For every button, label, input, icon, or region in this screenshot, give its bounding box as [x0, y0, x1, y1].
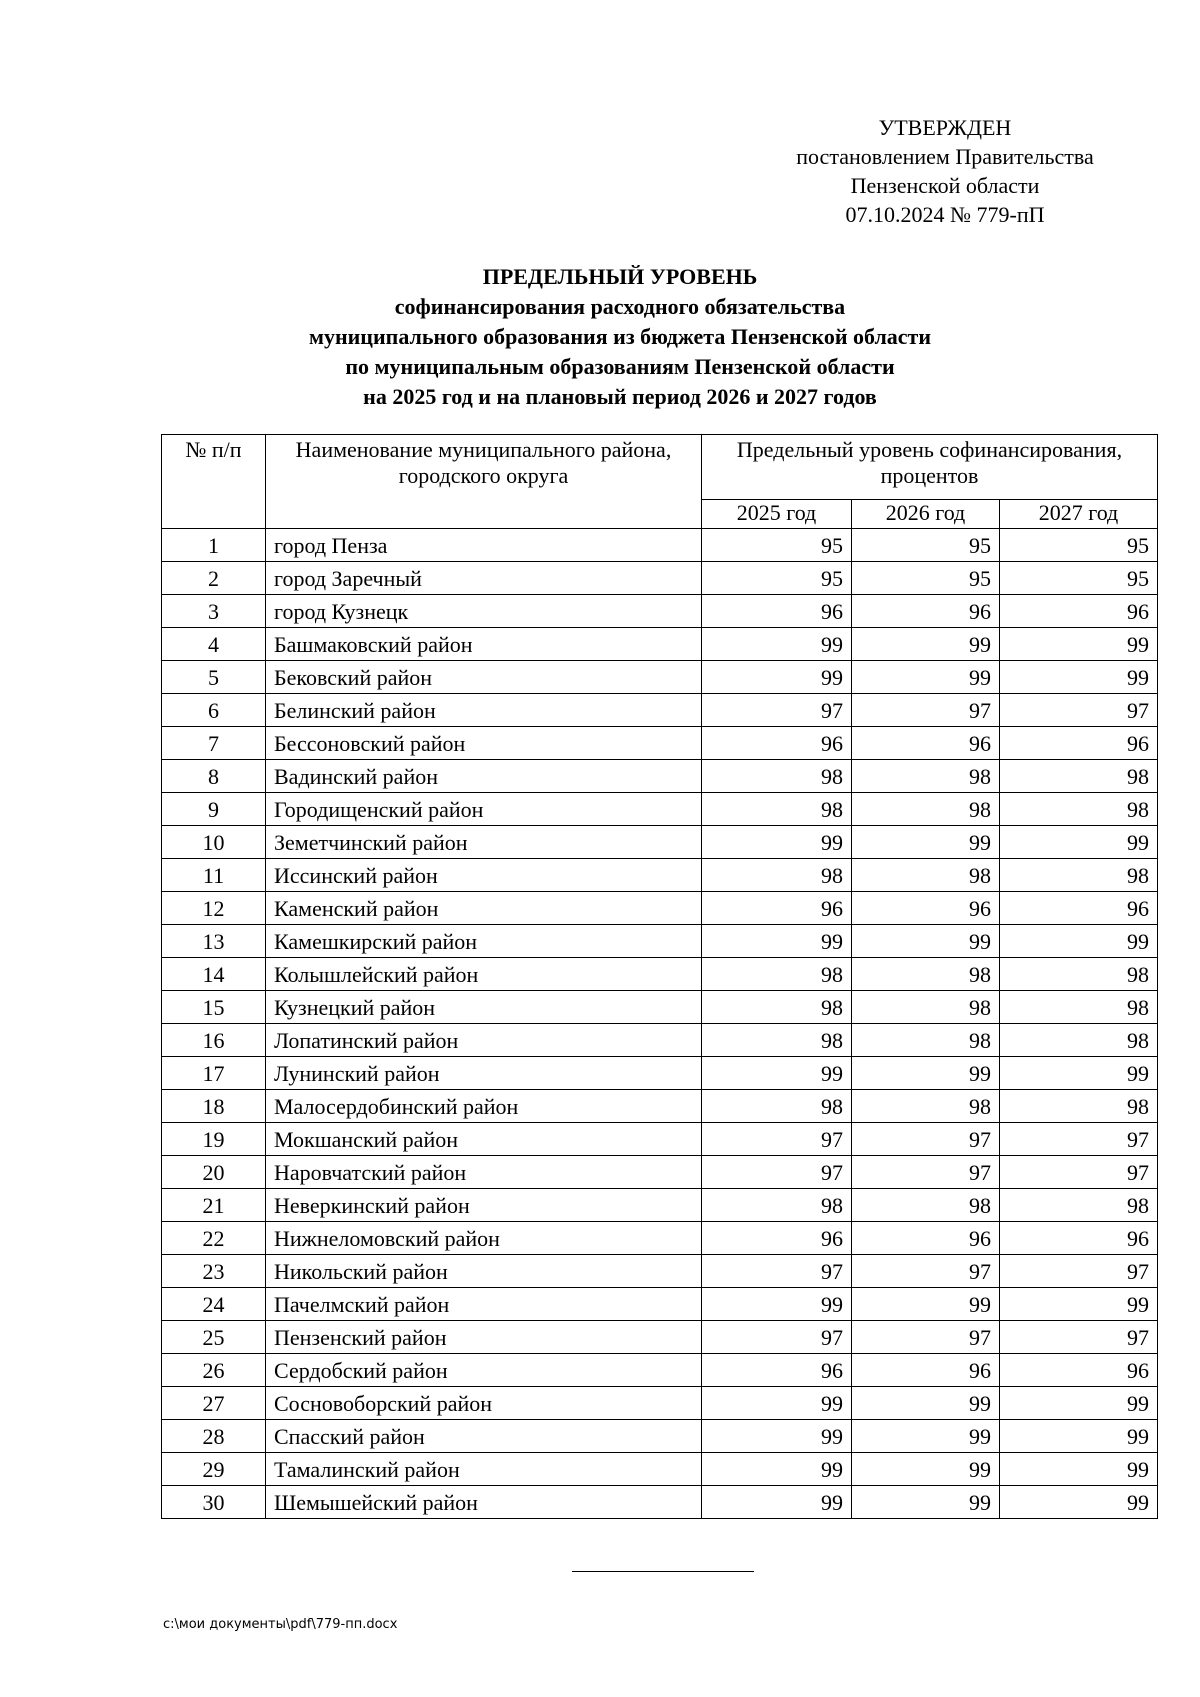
table-row [162, 1354, 1158, 1387]
value-2025-cell: 98 [702, 793, 852, 826]
municipality-name-cell: город Кузнецк [266, 595, 702, 628]
row-number-cell: 10 [162, 826, 266, 859]
title-line: муниципального образования из бюджета Пензенской области [308, 324, 932, 349]
row-number-cell: 16 [162, 1024, 266, 1057]
row-number-cell: 7 [162, 727, 266, 760]
municipality-name-cell: Белинский район [266, 694, 702, 727]
municipality-name-cell: Нижнеломовский район [266, 1222, 702, 1255]
value-2027-cell: 98 [1000, 1189, 1158, 1222]
closing-rule [572, 1571, 754, 1572]
value-2026-cell: 98 [852, 1024, 1000, 1057]
value-2025-cell: 97 [702, 1156, 852, 1189]
value-2026-cell: 96 [852, 892, 1000, 925]
value-2026-cell: 99 [852, 661, 1000, 694]
value-2026-cell: 98 [852, 991, 1000, 1024]
value-2027-cell: 97 [1000, 1321, 1158, 1354]
table-row [162, 1288, 1158, 1321]
value-2027-cell: 98 [1000, 760, 1158, 793]
title-line: софинансирования расходного обязательства [394, 294, 846, 319]
title-line: на 2025 год и на плановый период 2026 и 2027 годов [363, 384, 877, 409]
row-number-cell: 27 [162, 1387, 266, 1420]
value-2025-cell: 95 [702, 529, 852, 562]
row-number-cell: 21 [162, 1189, 266, 1222]
value-2026-cell: 98 [852, 958, 1000, 991]
municipality-name-cell: Кузнецкий район [266, 991, 702, 1024]
municipality-name-cell: Городищенский район [266, 793, 702, 826]
table-row [162, 727, 1158, 760]
table-row [162, 1387, 1158, 1420]
row-number-cell: 29 [162, 1453, 266, 1486]
table-row [162, 1420, 1158, 1453]
value-2025-cell: 96 [702, 595, 852, 628]
value-2026-cell: 97 [852, 694, 1000, 727]
value-2025-cell: 96 [702, 892, 852, 925]
value-2025-cell: 98 [702, 1090, 852, 1123]
table-row [162, 694, 1158, 727]
value-2025-cell: 99 [702, 1453, 852, 1486]
approval-date-number: 07.10.2024 № 779-пП [845, 202, 1045, 227]
table-row [162, 793, 1158, 826]
value-2026-cell: 99 [852, 1387, 1000, 1420]
row-number-cell: 19 [162, 1123, 266, 1156]
value-2025-cell: 96 [702, 727, 852, 760]
value-2026-cell: 95 [852, 529, 1000, 562]
value-2027-cell: 95 [1000, 529, 1158, 562]
value-2025-cell: 97 [702, 1255, 852, 1288]
approval-line: Пензенской области [850, 173, 1040, 198]
value-2027-cell: 99 [1000, 1486, 1158, 1519]
row-number-cell: 20 [162, 1156, 266, 1189]
table-row [162, 1123, 1158, 1156]
value-2025-cell: 95 [702, 562, 852, 595]
municipality-name-cell: Наровчатский район [266, 1156, 702, 1189]
municipality-name-cell: Бессоновский район [266, 727, 702, 760]
municipality-name-cell: Мокшанский район [266, 1123, 702, 1156]
table-row [162, 628, 1158, 661]
value-2025-cell: 97 [702, 694, 852, 727]
approval-heading: УТВЕРЖДЕН [878, 115, 1012, 140]
row-number-cell: 3 [162, 595, 266, 628]
value-2025-cell: 99 [702, 1057, 852, 1090]
value-2026-cell: 96 [852, 727, 1000, 760]
table-row [162, 562, 1158, 595]
value-2027-cell: 96 [1000, 1222, 1158, 1255]
row-number-cell: 5 [162, 661, 266, 694]
cofinancing-table [161, 434, 1158, 1519]
table-row [162, 661, 1158, 694]
value-2026-cell: 99 [852, 925, 1000, 958]
row-number-cell: 2 [162, 562, 266, 595]
value-2027-cell: 99 [1000, 1420, 1158, 1453]
municipality-name-cell: Колышлейский район [266, 958, 702, 991]
document-title [150, 262, 1090, 412]
value-2026-cell: 97 [852, 1156, 1000, 1189]
value-2027-cell: 97 [1000, 1255, 1158, 1288]
row-number-cell: 28 [162, 1420, 266, 1453]
approval-line: постановлением Правительства [796, 144, 1094, 169]
value-2026-cell: 99 [852, 1288, 1000, 1321]
municipality-name-cell: Спасский район [266, 1420, 702, 1453]
municipality-name-cell: Иссинский район [266, 859, 702, 892]
table-row [162, 1057, 1158, 1090]
value-2025-cell: 97 [702, 1321, 852, 1354]
value-2027-cell: 98 [1000, 991, 1158, 1024]
value-2025-cell: 98 [702, 760, 852, 793]
municipality-name-cell: Сердобский район [266, 1354, 702, 1387]
municipality-name-cell: Тамалинский район [266, 1453, 702, 1486]
value-2027-cell: 96 [1000, 727, 1158, 760]
row-number-cell: 25 [162, 1321, 266, 1354]
value-2025-cell: 99 [702, 661, 852, 694]
value-2027-cell: 98 [1000, 1024, 1158, 1057]
value-2026-cell: 97 [852, 1321, 1000, 1354]
value-2025-cell: 98 [702, 1189, 852, 1222]
row-number-cell: 14 [162, 958, 266, 991]
row-number-cell: 22 [162, 1222, 266, 1255]
table-row [162, 1090, 1158, 1123]
row-number-cell: 4 [162, 628, 266, 661]
value-2025-cell: 99 [702, 925, 852, 958]
row-number-cell: 17 [162, 1057, 266, 1090]
table-row [162, 1453, 1158, 1486]
municipality-name-cell: Пачелмский район [266, 1288, 702, 1321]
value-2027-cell: 99 [1000, 628, 1158, 661]
value-2026-cell: 96 [852, 595, 1000, 628]
value-2026-cell: 98 [852, 1090, 1000, 1123]
value-2026-cell: 99 [852, 1057, 1000, 1090]
row-number-cell: 12 [162, 892, 266, 925]
value-2027-cell: 96 [1000, 892, 1158, 925]
table-row [162, 826, 1158, 859]
header-number: № п/п [162, 435, 266, 529]
value-2025-cell: 97 [702, 1123, 852, 1156]
municipality-name-cell: Земетчинский район [266, 826, 702, 859]
table-row [162, 1255, 1158, 1288]
table-row [162, 991, 1158, 1024]
row-number-cell: 18 [162, 1090, 266, 1123]
row-number-cell: 30 [162, 1486, 266, 1519]
municipality-name-cell: Башмаковский район [266, 628, 702, 661]
value-2027-cell: 97 [1000, 1123, 1158, 1156]
table-row [162, 1024, 1158, 1057]
value-2027-cell: 98 [1000, 793, 1158, 826]
municipality-name-cell: Камешкирский район [266, 925, 702, 958]
row-number-cell: 8 [162, 760, 266, 793]
title-line: ПРЕДЕЛЬНЫЙ УРОВЕНЬ [482, 264, 758, 289]
value-2027-cell: 97 [1000, 694, 1158, 727]
table-row [162, 892, 1158, 925]
value-2026-cell: 98 [852, 859, 1000, 892]
header-cofinancing-level: Предельный уровень софинансирования, процентов [702, 435, 1158, 500]
value-2025-cell: 99 [702, 1486, 852, 1519]
value-2026-cell: 98 [852, 760, 1000, 793]
value-2026-cell: 98 [852, 1189, 1000, 1222]
value-2026-cell: 95 [852, 562, 1000, 595]
value-2025-cell: 99 [702, 628, 852, 661]
value-2025-cell: 96 [702, 1222, 852, 1255]
table-row [162, 859, 1158, 892]
municipality-name-cell: Лопатинский район [266, 1024, 702, 1057]
municipality-name-cell: Неверкинский район [266, 1189, 702, 1222]
value-2027-cell: 99 [1000, 1057, 1158, 1090]
value-2027-cell: 97 [1000, 1156, 1158, 1189]
value-2025-cell: 99 [702, 1420, 852, 1453]
value-2027-cell: 96 [1000, 1354, 1158, 1387]
row-number-cell: 6 [162, 694, 266, 727]
value-2027-cell: 98 [1000, 958, 1158, 991]
value-2027-cell: 99 [1000, 661, 1158, 694]
value-2026-cell: 96 [852, 1222, 1000, 1255]
header-year-2026: 2026 год [852, 500, 1000, 529]
table-row [162, 1222, 1158, 1255]
value-2027-cell: 98 [1000, 859, 1158, 892]
municipality-name-cell: Каменский район [266, 892, 702, 925]
value-2027-cell: 98 [1000, 1090, 1158, 1123]
table-body [162, 529, 1158, 1519]
header-municipality-name: Наименование муниципального района, городского округа [266, 435, 702, 529]
file-path-footer: c:\мои документы\pdf\779-пп.docx [163, 1617, 398, 1632]
municipality-name-cell: Малосердобинский район [266, 1090, 702, 1123]
value-2025-cell: 99 [702, 1387, 852, 1420]
municipality-name-cell: Никольский район [266, 1255, 702, 1288]
value-2026-cell: 98 [852, 793, 1000, 826]
value-2025-cell: 98 [702, 859, 852, 892]
table-row [162, 1189, 1158, 1222]
value-2025-cell: 98 [702, 958, 852, 991]
value-2027-cell: 96 [1000, 595, 1158, 628]
value-2026-cell: 99 [852, 826, 1000, 859]
row-number-cell: 15 [162, 991, 266, 1024]
value-2027-cell: 99 [1000, 925, 1158, 958]
value-2026-cell: 99 [852, 1420, 1000, 1453]
municipality-name-cell: Бековский район [266, 661, 702, 694]
header-year-2025: 2025 год [702, 500, 852, 529]
table-row [162, 925, 1158, 958]
approval-block [760, 113, 1130, 229]
value-2025-cell: 98 [702, 1024, 852, 1057]
value-2026-cell: 99 [852, 1486, 1000, 1519]
header-year-2027: 2027 год [1000, 500, 1158, 529]
value-2025-cell: 98 [702, 991, 852, 1024]
table-row [162, 1156, 1158, 1189]
row-number-cell: 11 [162, 859, 266, 892]
value-2025-cell: 99 [702, 1288, 852, 1321]
municipality-name-cell: Вадинский район [266, 760, 702, 793]
table-row [162, 595, 1158, 628]
row-number-cell: 13 [162, 925, 266, 958]
municipality-name-cell: город Заречный [266, 562, 702, 595]
value-2027-cell: 99 [1000, 826, 1158, 859]
value-2025-cell: 96 [702, 1354, 852, 1387]
value-2027-cell: 95 [1000, 562, 1158, 595]
table-row [162, 1321, 1158, 1354]
value-2027-cell: 99 [1000, 1453, 1158, 1486]
municipality-name-cell: Сосновоборский район [266, 1387, 702, 1420]
value-2026-cell: 97 [852, 1123, 1000, 1156]
value-2027-cell: 99 [1000, 1288, 1158, 1321]
value-2026-cell: 99 [852, 1453, 1000, 1486]
row-number-cell: 9 [162, 793, 266, 826]
value-2027-cell: 99 [1000, 1387, 1158, 1420]
table-row [162, 958, 1158, 991]
municipality-name-cell: Шемышейский район [266, 1486, 702, 1519]
title-line: по муниципальным образованиям Пензенской области [345, 354, 895, 379]
row-number-cell: 26 [162, 1354, 266, 1387]
table-row [162, 1486, 1158, 1519]
row-number-cell: 23 [162, 1255, 266, 1288]
value-2025-cell: 99 [702, 826, 852, 859]
municipality-name-cell: город Пенза [266, 529, 702, 562]
table-row [162, 529, 1158, 562]
value-2026-cell: 99 [852, 628, 1000, 661]
table-row [162, 760, 1158, 793]
municipality-name-cell: Лунинский район [266, 1057, 702, 1090]
value-2026-cell: 96 [852, 1354, 1000, 1387]
value-2026-cell: 97 [852, 1255, 1000, 1288]
row-number-cell: 1 [162, 529, 266, 562]
row-number-cell: 24 [162, 1288, 266, 1321]
municipality-name-cell: Пензенский район [266, 1321, 702, 1354]
